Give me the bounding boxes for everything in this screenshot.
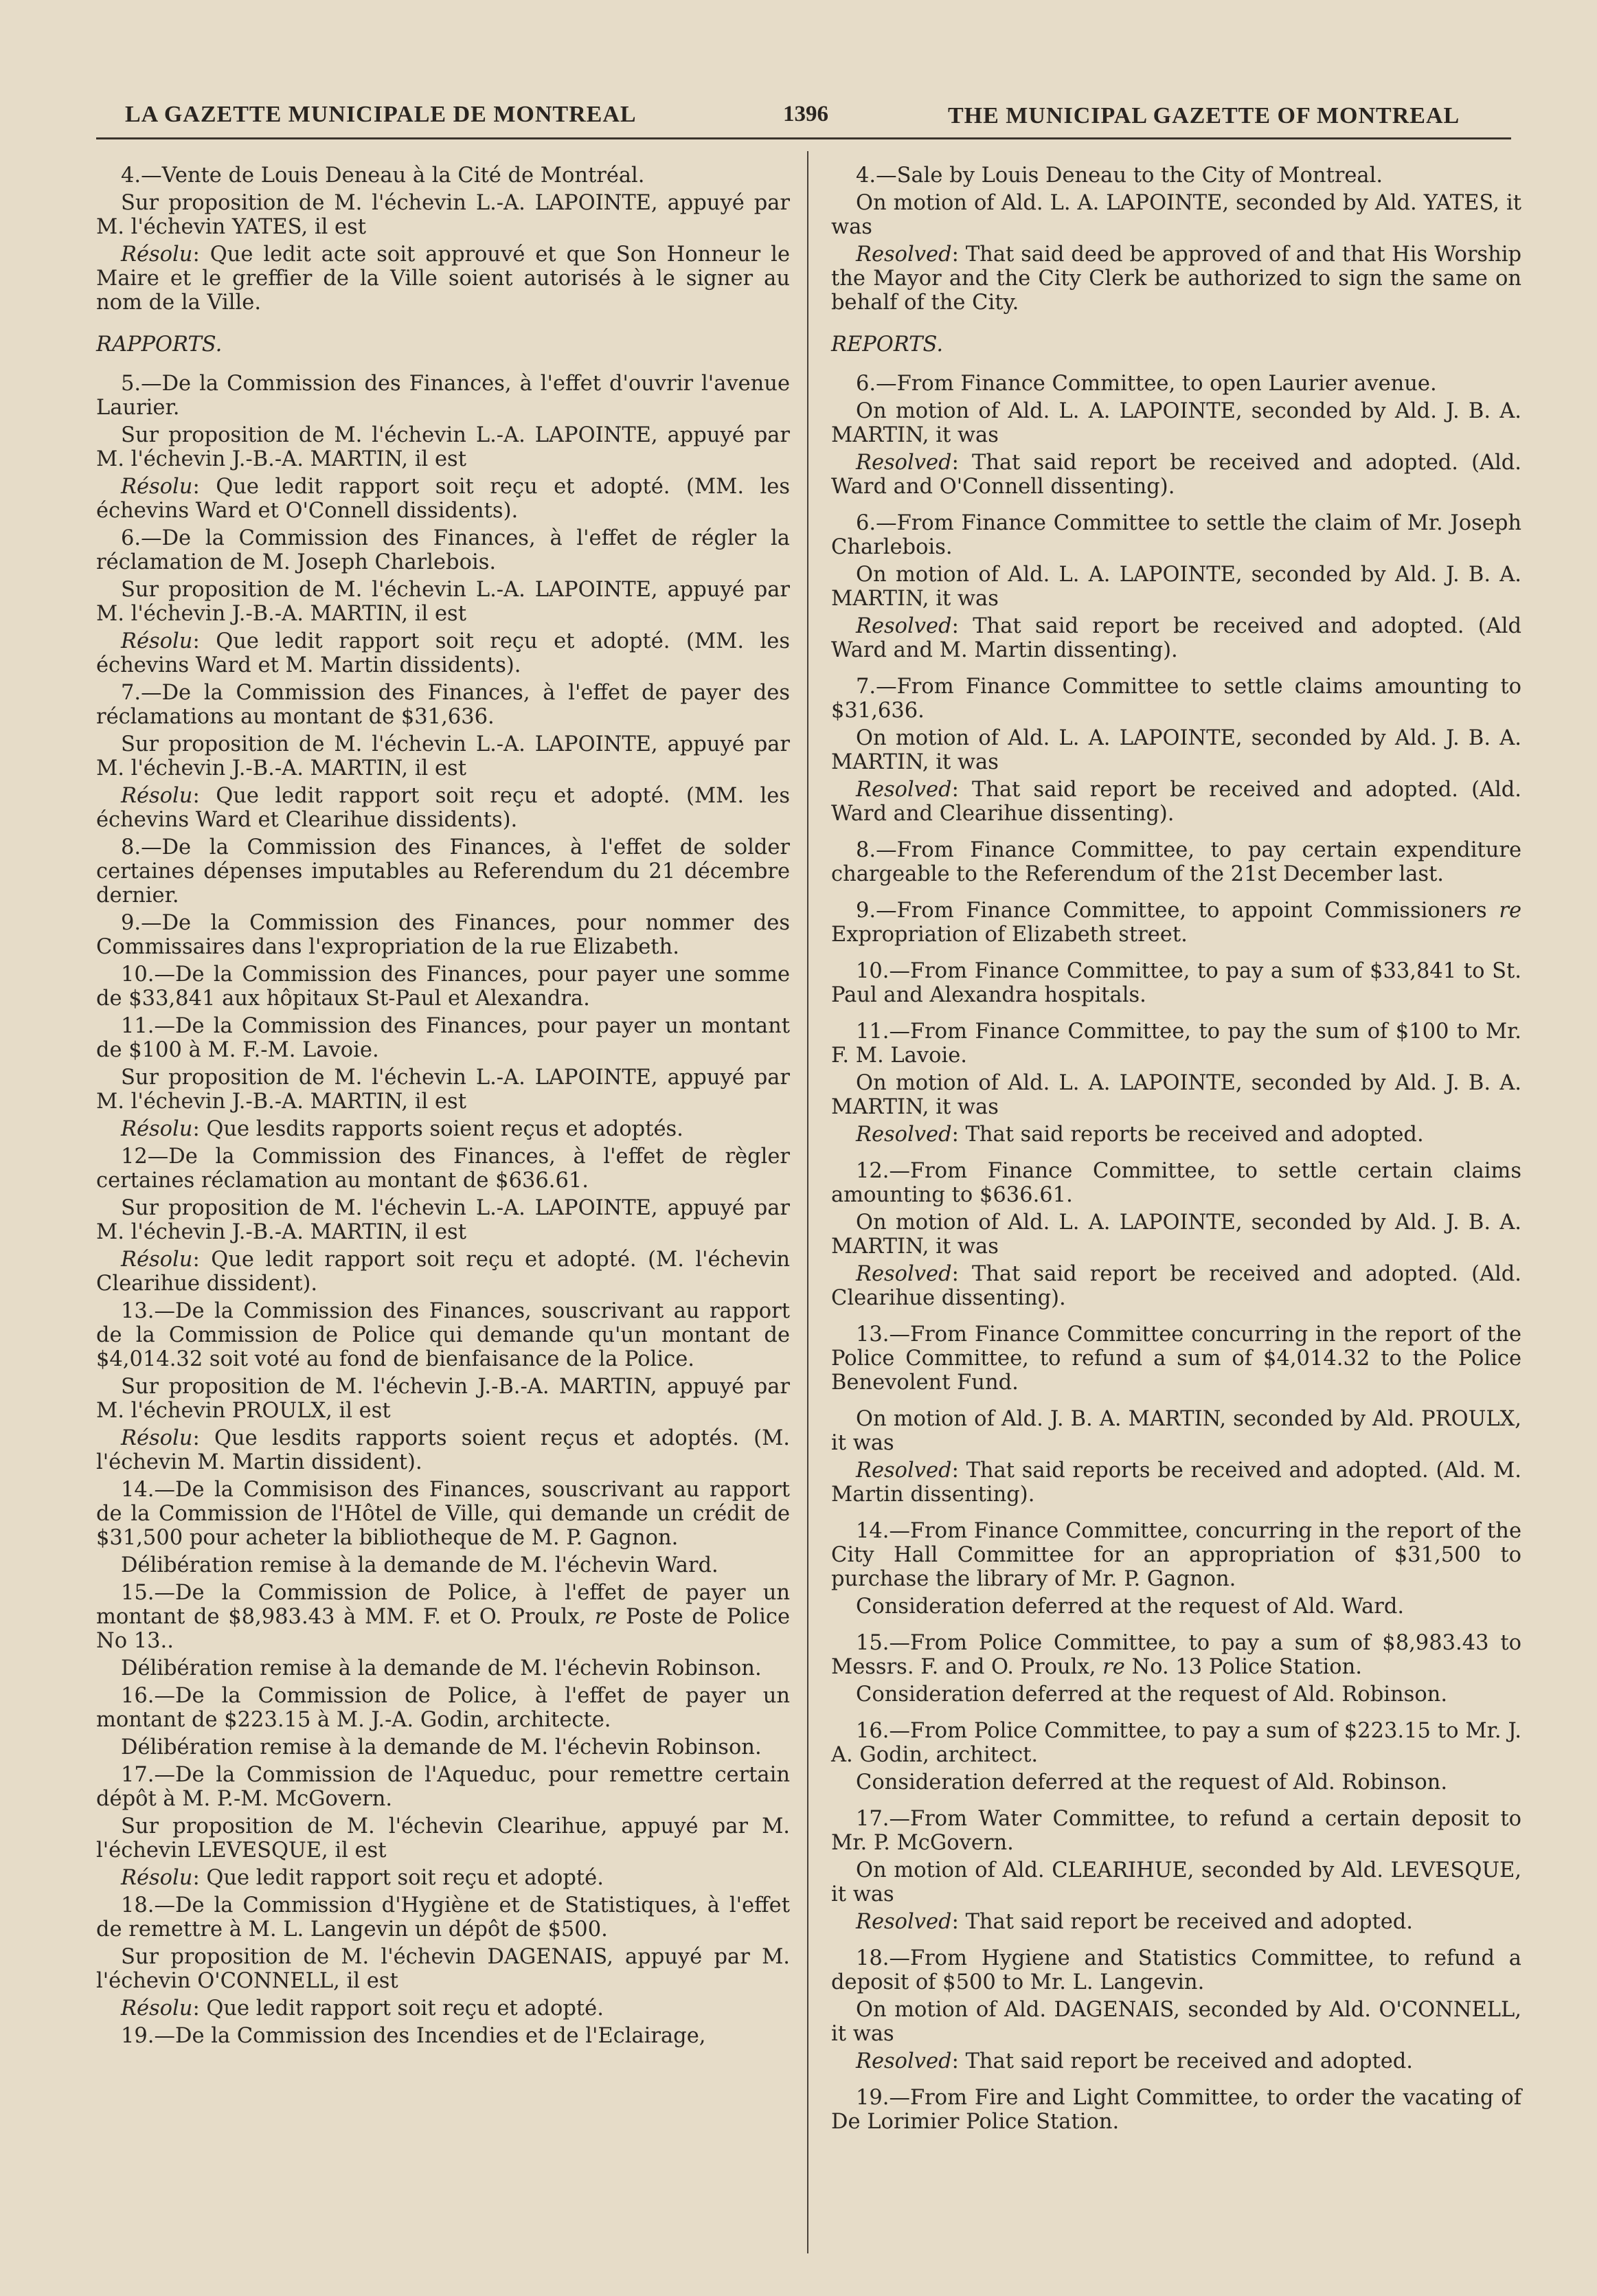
paragraph-text: 12—De la Commission des Finances, à l'effet de règler certaines réclamation au montant de $636.61. <box>96 1145 790 1193</box>
resolution-label: Résolu <box>121 1117 193 1141</box>
paragraph-text: On motion of Ald. L. A. LAPOINTE, seconded by Ald. J. B. A. MARTIN, it was <box>831 399 1521 447</box>
paragraph-text: 15.—De la Commission de Police, à l'effet de payer un montant de $8,983.43 à MM. F. et O. Proulx, <box>96 1581 790 1629</box>
minute-paragraph <box>96 1656 790 1680</box>
minute-paragraph <box>96 835 790 908</box>
minute-paragraph <box>831 959 1521 1007</box>
minute-paragraph <box>96 1763 790 1811</box>
paragraph-text: 14.—De la Commisison des Finances, souscrivant au rapport de la Commission de l'Hôtel de Ville, qui demande un crédit de $31,500 pour acheter la bibliotheque de M. P. Gagnon. <box>96 1478 790 1550</box>
re-abbrev: re <box>1102 1655 1125 1679</box>
minute-paragraph <box>831 1719 1521 1767</box>
re-abbrev: re <box>1499 899 1521 923</box>
section-heading: REPORTS. <box>831 333 944 357</box>
minute-paragraph <box>96 1735 790 1759</box>
section-heading: RAPPORTS. <box>96 333 223 357</box>
paragraph-text: 17.—From Water Committee, to refund a certain deposit to Mr. P. McGovern. <box>831 1807 1521 1855</box>
paragraph-text: 4.—Vente de Louis Deneau à la Cité de Montréal. <box>121 164 645 188</box>
paragraph-text: 7.—De la Commission des Finances, à l'effet de payer des réclamations au montant de $31,636. <box>96 681 790 729</box>
resolution-paragraph <box>96 1866 790 1890</box>
minute-paragraph <box>831 1211 1521 1259</box>
paragraph-text: On motion of Ald. L. A. LAPOINTE, seconded by Ald. J. B. A. MARTIN, it was <box>831 726 1521 774</box>
paragraph-text: Consideration deferred at the request of Ald. Robinson. <box>856 1682 1448 1707</box>
minute-paragraph <box>96 1814 790 1862</box>
paragraph-text: Sur proposition de M. l'échevin L.-A. LAPOINTE, appuyé par M. l'échevin J.-B.-A. MARTIN, il est <box>96 1066 790 1114</box>
paragraph-text: No. 13 Police Station. <box>1124 1655 1362 1679</box>
paragraph-text: 4.—Sale by Louis Deneau to the City of Montreal. <box>856 164 1383 188</box>
paragraph-text: 13.—From Finance Committee concurring in the report of the Police Committee, to refund a sum of $4,014.32 to the Police Benevolent Fund. <box>831 1323 1521 1395</box>
paragraph-text: : Que ledit rapport soit reçu et adopté. <box>192 1996 604 2021</box>
minute-paragraph <box>831 1682 1521 1707</box>
paragraph-text: On motion of Ald. J. B. A. MARTIN, seconded by Ald. PROULX, it was <box>831 1407 1521 1455</box>
minute-paragraph <box>96 1553 790 1577</box>
paragraph-text: : Que lesdits rapports soient reçus et adoptés. <box>192 1117 683 1141</box>
minute-paragraph <box>96 526 790 574</box>
minute-paragraph <box>831 899 1521 947</box>
minute-paragraph <box>96 911 790 959</box>
paragraph-text: : That said reports be received and adopted. <box>951 1123 1424 1147</box>
minute-paragraph <box>96 1581 790 1653</box>
resolution-label: Resolved <box>856 2049 952 2073</box>
resolution-paragraph <box>831 1262 1521 1310</box>
paragraph-text: Sur proposition de M. l'échevin J.-B.-A. MARTIN, appuyé par M. l'échevin PROULX, il est <box>96 1375 790 1423</box>
paragraph-text: : That said report be received and adopted. <box>951 2049 1413 2073</box>
resolution-paragraph <box>831 451 1521 499</box>
minute-paragraph <box>96 423 790 471</box>
minute-paragraph <box>96 1299 790 1371</box>
resolution-label: Résolu <box>121 475 193 499</box>
minute-paragraph <box>831 1071 1521 1119</box>
page-number: 1396 <box>783 102 828 126</box>
paragraph-text: Délibération remise à la demande de M. l'échevin Ward. <box>121 1553 718 1577</box>
header-rule <box>96 137 1511 139</box>
minute-paragraph <box>96 1893 790 1942</box>
paragraph-text: 11.—De la Commission des Finances, pour payer un montant de $100 à M. F.-M. Lavoie. <box>96 1014 790 1062</box>
resolution-paragraph <box>96 1996 790 2021</box>
minute-paragraph <box>96 1945 790 1993</box>
paragraph-text: 7.—From Finance Committee to settle claims amounting to $31,636. <box>831 675 1521 723</box>
paragraph-text: 18.—From Hygiene and Statistics Committee, to refund a deposit of $500 to Mr. L. Langevin. <box>831 1946 1521 1994</box>
minute-paragraph <box>96 1478 790 1550</box>
resolution-label: Resolved <box>856 1459 952 1483</box>
resolution-paragraph <box>96 1117 790 1141</box>
resolution-paragraph <box>96 1248 790 1296</box>
minute-paragraph <box>831 1323 1521 1395</box>
minute-paragraph <box>831 511 1521 559</box>
paragraph-text: Sur proposition de M. l'échevin L.-A. LAPOINTE, appuyé par M. l'échevin J.-B.-A. MARTIN, il est <box>96 1196 790 1244</box>
minute-paragraph <box>96 681 790 729</box>
minute-paragraph <box>831 1631 1521 1679</box>
paragraph-text: : Que ledit rapport soit reçu et adopté. (MM. les échevins Ward et M. Martin dissidents). <box>96 629 790 677</box>
paragraph-text: Sur proposition de M. l'échevin L.-A. LAPOINTE, appuyé par M. l'échevin J.-B.-A. MARTIN, il est <box>96 423 790 471</box>
minute-paragraph <box>96 1145 790 1193</box>
minute-paragraph <box>831 191 1521 239</box>
minute-paragraph <box>831 1407 1521 1455</box>
paragraph-text: 6.—From Finance Committee, to open Laurier avenue. <box>856 372 1437 396</box>
resolution-label: Résolu <box>121 243 193 267</box>
minute-paragraph <box>96 578 790 626</box>
page-header <box>96 95 1511 136</box>
resolution-paragraph <box>96 243 790 315</box>
paragraph-text: On motion of Ald. CLEARIHUE, seconded by Ald. LEVESQUE, it was <box>831 1858 1521 1906</box>
minute-paragraph <box>96 1014 790 1062</box>
paragraph-text: Consideration deferred at the request of Ald. Ward. <box>856 1595 1405 1619</box>
resolution-label: Résolu <box>121 1866 193 1890</box>
french-column <box>96 164 790 2225</box>
resolution-paragraph <box>831 2049 1521 2073</box>
minute-paragraph <box>96 1066 790 1114</box>
paragraph-text: : That said report be received and adopted. (Ald. Ward and O'Connell dissenting). <box>831 451 1521 499</box>
resolution-label: Resolved <box>856 778 952 802</box>
paragraph-text: Poste de Police No 13.. <box>96 1605 790 1653</box>
paragraph-text: 19.—From Fire and Light Committee, to order the vacating of De Lorimier Police Station. <box>831 2086 1521 2134</box>
paragraph-text: : That said report be received and adopted. (Ald Ward and M. Martin dissenting). <box>831 614 1521 662</box>
minute-paragraph <box>831 1595 1521 1619</box>
minute-paragraph <box>831 1998 1521 2046</box>
paragraph-text: 12.—From Finance Committee, to settle certain claims amounting to $636.61. <box>831 1159 1521 1207</box>
minute-paragraph <box>96 732 790 780</box>
paragraph-text: 13.—De la Commission des Finances, souscrivant au rapport de la Commission de Police qui demande qu'un montant de $4,014.32 soit voté au fond de bienfaisance de la Police. <box>96 1299 790 1371</box>
paragraph-text: 19.—De la Commission des Incendies et de l'Eclairage, <box>121 2024 706 2048</box>
english-column <box>831 164 1521 2225</box>
paragraph-text: : Que ledit rapport soit reçu et adopté. (MM. les échevins Ward et Clearihue dissidents). <box>96 784 790 832</box>
paragraph-text: 15.—From Police Committee, to pay a sum of $8,983.43 to Messrs. F. and O. Proulx, <box>831 1631 1521 1679</box>
paragraph-text: : That said report be received and adopted. (Ald. Clearihue dissenting). <box>831 1262 1521 1310</box>
resolution-paragraph <box>831 1910 1521 1934</box>
minute-paragraph <box>831 1770 1521 1794</box>
resolution-paragraph <box>96 475 790 523</box>
minute-paragraph <box>831 675 1521 723</box>
paragraph-text: : Que ledit acte soit approuvé et que Son Honneur le Maire et le greffier de la Ville soient autorisés à le signer au nom de la Ville. <box>96 243 790 315</box>
paragraph-text: 9.—From Finance Committee, to appoint Commissioners <box>856 899 1499 923</box>
paragraph-text: Consideration deferred at the request of Ald. Robinson. <box>856 1770 1448 1794</box>
paragraph-text: : Que ledit rapport soit reçu et adopté. (M. l'échevin Clearihue dissident). <box>96 1248 790 1296</box>
paragraph-text: On motion of Ald. L. A. LAPOINTE, seconded by Ald. J. B. A. MARTIN, it was <box>831 563 1521 611</box>
minute-paragraph <box>831 164 1521 188</box>
paragraph-text: Sur proposition de M. l'échevin L.-A. LAPOINTE, appuyé par M. l'échevin J.-B.-A. MARTIN, il est <box>96 578 790 626</box>
resolution-paragraph <box>831 1123 1521 1147</box>
resolution-label: Résolu <box>121 1248 193 1272</box>
column-divider <box>807 151 808 2253</box>
paragraph-text: 18.—De la Commission d'Hygiène et de Statistiques, à l'effet de remettre à M. L. Langevin un dépôt de $500. <box>96 1893 790 1942</box>
minute-paragraph <box>96 963 790 1011</box>
minute-paragraph <box>831 399 1521 447</box>
header-left-title: LA GAZETTE MUNICIPALE DE MONTREAL <box>125 102 637 127</box>
resolution-label: Resolved <box>856 614 952 638</box>
header-right-title: THE MUNICIPAL GAZETTE OF MONTREAL <box>948 103 1460 128</box>
resolution-label: Resolved <box>856 451 952 475</box>
paragraph-text: Sur proposition de M. l'échevin Clearihue, appuyé par M. l'échevin LEVESQUE, il est <box>96 1814 790 1862</box>
paragraph-text: 8.—De la Commission des Finances, à l'effet de solder certaines dépenses imputables au Referendum du 21 décembre dernier. <box>96 835 790 908</box>
paragraph-text: Délibération remise à la demande de M. l'échevin Robinson. <box>121 1656 762 1680</box>
paragraph-text: 16.—From Police Committee, to pay a sum of $223.15 to Mr. J. A. Godin, architect. <box>831 1719 1521 1767</box>
re-abbrev: re <box>594 1605 618 1629</box>
paragraph-text: 8.—From Finance Committee, to pay certain expenditure chargeable to the Referendum of the 21st December last. <box>831 838 1521 886</box>
resolution-paragraph <box>831 614 1521 662</box>
minute-paragraph <box>96 372 790 420</box>
minute-paragraph <box>96 2024 790 2048</box>
resolution-paragraph <box>831 243 1521 315</box>
paragraph-text: 11.—From Finance Committee, to pay the sum of $100 to Mr. F. M. Lavoie. <box>831 1020 1521 1068</box>
paragraph-text: On motion of Ald. L. A. LAPOINTE, seconded by Ald. J. B. A. MARTIN, it was <box>831 1211 1521 1259</box>
minute-paragraph <box>831 372 1521 396</box>
paragraph-text: 14.—From Finance Committee, concurring in the report of the City Hall Committee for an appropriation of $31,500 to purchase the library of Mr. P. Gagnon. <box>831 1519 1521 1591</box>
resolution-label: Resolved <box>856 1123 952 1147</box>
paragraph-text: 17.—De la Commission de l'Aqueduc, pour remettre certain dépôt à M. P.-M. McGovern. <box>96 1763 790 1811</box>
resolution-label: Resolved <box>856 1262 952 1286</box>
paragraph-text: 16.—De la Commission de Police, à l'effet de payer un montant de $223.15 à M. J.-A. Godin, architecte. <box>96 1684 790 1732</box>
paragraph-text: : That said report be received and adopted. (Ald. Ward and Clearihue dissenting). <box>831 778 1521 826</box>
paragraph-text: On motion of Ald. L. A. LAPOINTE, seconded by Ald. YATES, it was <box>831 191 1521 239</box>
paragraph-text: : That said deed be approved of and that His Worship the Mayor and the City Clerk be authorized to sign the same on behalf of the City. <box>831 243 1521 315</box>
paragraph-text: : That said reports be received and adopted. (Ald. M. Martin dissenting). <box>831 1459 1521 1507</box>
paragraph-text: Sur proposition de M. l'échevin L.-A. LAPOINTE, appuyé par M. l'échevin J.-B.-A. MARTIN, il est <box>96 732 790 780</box>
paragraph-text: On motion of Ald. DAGENAIS, seconded by Ald. O'CONNELL, it was <box>831 1998 1521 2046</box>
minute-paragraph <box>831 1519 1521 1591</box>
resolution-label: Résolu <box>121 1996 193 2021</box>
paragraph-text: 9.—De la Commission des Finances, pour nommer des Commissaires dans l'expropriation de la rue Elizabeth. <box>96 911 790 959</box>
minute-paragraph <box>96 191 790 239</box>
minute-paragraph <box>96 164 790 188</box>
paragraph-text: On motion of Ald. L. A. LAPOINTE, seconded by Ald. J. B. A. MARTIN, it was <box>831 1071 1521 1119</box>
paragraph-text: Expropriation of Elizabeth street. <box>831 923 1188 947</box>
paragraph-text: 10.—From Finance Committee, to pay a sum of $33,841 to St. Paul and Alexandra hospitals. <box>831 959 1521 1007</box>
paragraph-text: 6.—From Finance Committee to settle the claim of Mr. Joseph Charlebois. <box>831 511 1521 559</box>
resolution-label: Resolved <box>856 243 952 267</box>
resolution-paragraph <box>96 629 790 677</box>
minute-paragraph <box>831 1159 1521 1207</box>
minute-paragraph <box>831 1020 1521 1068</box>
minute-paragraph <box>831 838 1521 886</box>
minute-paragraph <box>831 726 1521 774</box>
resolution-paragraph <box>831 778 1521 826</box>
resolution-label: Résolu <box>121 784 193 808</box>
paragraph-text: Sur proposition de M. l'échevin DAGENAIS, appuyé par M. l'échevin O'CONNELL, il est <box>96 1945 790 1993</box>
minute-paragraph <box>831 563 1521 611</box>
paragraph-text: 6.—De la Commission des Finances, à l'effet de régler la réclamation de M. Joseph Charlebois. <box>96 526 790 574</box>
minute-paragraph <box>831 1946 1521 1994</box>
minute-paragraph <box>96 1684 790 1732</box>
resolution-paragraph <box>96 1426 790 1474</box>
minute-paragraph <box>831 2086 1521 2134</box>
minute-paragraph <box>831 1858 1521 1906</box>
resolution-label: Résolu <box>121 1426 193 1450</box>
paragraph-text: Délibération remise à la demande de M. l'échevin Robinson. <box>121 1735 762 1759</box>
paragraph-text: 5.—De la Commission des Finances, à l'effet d'ouvrir l'avenue Laurier. <box>96 372 790 420</box>
resolution-paragraph <box>831 1459 1521 1507</box>
paragraph-text: : Que lesdits rapports soient reçus et adoptés. (M. l'échevin M. Martin dissident). <box>96 1426 790 1474</box>
paragraph-text: : That said report be received and adopted. <box>951 1910 1413 1934</box>
resolution-paragraph <box>96 784 790 832</box>
paragraph-text: : Que ledit rapport soit reçu et adopté. (MM. les échevins Ward et O'Connell dissidents). <box>96 475 790 523</box>
paragraph-text: 10.—De la Commission des Finances, pour payer une somme de $33,841 aux hôpitaux St-Paul et Alexandra. <box>96 963 790 1011</box>
minute-paragraph <box>831 1807 1521 1855</box>
paragraph-text: : Que ledit rapport soit reçu et adopté. <box>192 1866 604 1890</box>
minute-paragraph <box>96 1375 790 1423</box>
resolution-label: Résolu <box>121 629 193 653</box>
resolution-label: Resolved <box>856 1910 952 1934</box>
minute-paragraph <box>96 1196 790 1244</box>
paragraph-text: Sur proposition de M. l'échevin L.-A. LAPOINTE, appuyé par M. l'échevin YATES, il est <box>96 191 790 239</box>
